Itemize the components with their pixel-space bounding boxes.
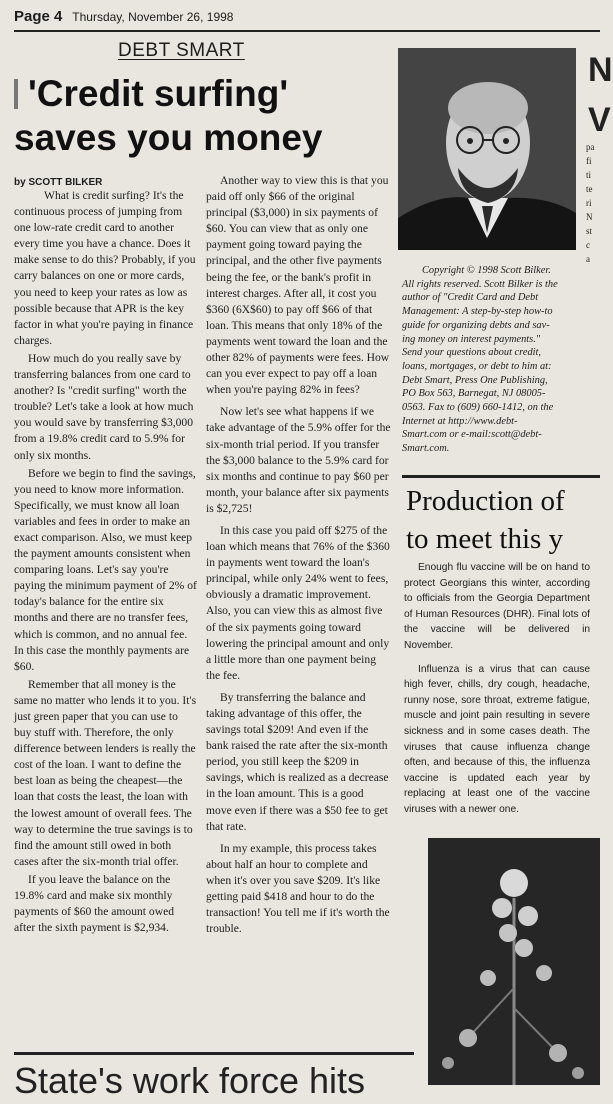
page-header: [14, 8, 594, 30]
caption-line: PO Box 563, Barnegat, NJ 08005-: [402, 388, 546, 400]
caption-line: All rights reserved. Scott Bilker is the: [402, 278, 558, 290]
section-label: DEBT SMART: [118, 40, 245, 61]
fragment-word: N: [586, 212, 593, 222]
paragraph: In my example, this process takes about half an hour to complete and when it's over you save $209. It's like getting paid $418 and hour to do the transaction! You tell me if it's worth the trouble.: [206, 841, 390, 936]
paragraph: Enough flu vaccine will be on hand to protect Georgians this winter, according to officials from the Georgia Department of Human Resources (DHR). Final lots of the vaccine will be delivered in November.: [404, 562, 590, 651]
paragraph: By transferring the balance and taking advantage of this offer, the savings total $209! And even if the bank raised the rate after the six-month period, you still keep the $209 in savings, which is realized as a decrease in the loan amount. This is a good move even if there was a $50 fee to get that rate.: [206, 690, 389, 833]
caption-line: Send your questions about credit,: [402, 347, 542, 359]
fragment-word: st: [586, 226, 593, 236]
spacer: [398, 255, 399, 465]
author-photo: [398, 48, 576, 250]
paragraph: Another way to view this is that you paid off only $66 of the original principal ($3,000) in six payments of $60. You can view that as only one payment going toward paying the principal, and the other five payments being the fee, or the bank's profit in interest charges. After all, it cost you $360 (6X$60) to pay off $66 of that loan. This means that only 18% of the payments went toward the loan and the other 82% of payments were fees. How can you ever expect to pay off a loan when you're paying 82% in fees?: [206, 174, 390, 397]
caption-line: Internet at http://www.debt-: [402, 415, 518, 427]
paragraph: Influenza is a virus that can cause high fever, chills, dry cough, headache, runny nose, sore throat, extreme fatigue, muscle and joint pain resulting in severe sickness and in some cases death. The viruses that cause influenza change often, and because of this, the influenza vaccine is updated each year by replacing at least one of the vaccine viruses with a newer one.: [404, 663, 590, 815]
paragraph: In this case you paid off $275 of the loan which means that 76% of the $360 in payments went toward the loan's principal, while only 24% went to fees, obviously a dramatic improvement. Also, you can view this as almost five of the six payments going toward lowering the principal amount and only a little more than one payment being the fee.: [206, 523, 390, 682]
article-column-1: [14, 188, 198, 938]
caption-line: Smart.com.: [402, 443, 450, 455]
paragraph: What is credit surfing? It's the continuous process of jumping from one low-rate credit card to another every time you have a chance. Does it make sense to do this? Probably, if you carry balances on one or more cards, you need to keep your rates as low as possible because that APR is the key factor in what you're paying in finance charges.: [14, 189, 196, 347]
fragment-word: fi: [586, 156, 592, 166]
section-rule: [402, 475, 600, 478]
fragment-word: c: [586, 240, 590, 250]
paragraph: Remember that all money is the same no matter who lends it to you. It's just green paper that you can use to buy stuff with. Therefore, the only difference between lenders is really the cost of the loan. I want to define the best loan as being the cheapest—the loan that costs the least, the loan with the lowest amount of overall fees. The way to determine the true savings is to find the amount still owed in both cases after the six-month trial offer.: [14, 677, 197, 868]
fragment-word: a: [586, 254, 590, 264]
photo-caption: [402, 264, 582, 456]
article-headline: [14, 72, 392, 160]
article-column-2: [206, 173, 392, 943]
caption-line: guide for organizing debts and sav-: [402, 319, 550, 331]
paragraph: How much do you really save by transferring balances from one card to another? Is "credit surfing" worth the trouble? Let's take a look at how much you would save by transferring $3,000 from a 19.8% credit card to 5.9% for only six months.: [14, 351, 194, 462]
side-headline-line-1: Production of: [406, 485, 565, 517]
side-headline-line-2: to meet this y: [406, 523, 564, 555]
bottom-rule: [14, 1052, 414, 1055]
flower-image-icon: [428, 838, 600, 1085]
masthead-letter: N: [588, 51, 613, 89]
caption-line: Copyright © 1998 Scott Bilker.: [422, 265, 551, 276]
caption-line: loans, mortgages, or debt to him at:: [402, 360, 552, 372]
paragraph: Now let's see what happens if we take advantage of the 5.9% offer for the six-month trial period. If you transfer the $3,000 balance to the 5.9% card for six months and continue to pay $60 per month, your balance after six payments is $2,725!: [206, 405, 391, 515]
next-story-headline: State's work force hits: [14, 1060, 365, 1101]
headline-line-2: saves you money: [14, 117, 323, 158]
issue-date: Thursday, November 26, 1998: [72, 10, 234, 24]
adjacent-column-fragment: [586, 140, 600, 266]
caption-line: Smart.com or e-mail:scott@debt-: [402, 429, 542, 441]
header-rule: [14, 30, 600, 32]
fragment-word: pa: [586, 142, 595, 152]
side-story-body: [404, 560, 590, 826]
paragraph: Before we begin to find the savings, you need to know more information. Specifically, we must know all loan variables and fees in order to make an exact comparison. Also, we must keep the payment amounts consistent when comparing loans. Let's say you're paying the minimum payment of 2% of today's balance for the entire six months and there are no transfer fees, which is common, and no annual fee. In this case the monthly payments are $60.: [14, 466, 197, 673]
caption-line: ing money on interest payments.": [402, 333, 541, 345]
flower-photo: [428, 838, 600, 1085]
fragment-word: ri: [586, 198, 592, 208]
masthead-letter: V: [588, 101, 611, 139]
headline-line-1: 'Credit surfing': [28, 73, 289, 114]
fragment-word: ti: [586, 170, 592, 180]
headline-bar: [14, 79, 18, 109]
page-number: Page 4: [14, 8, 63, 25]
caption-line: 0563. Fax to (609) 660-1412, on the: [402, 402, 554, 414]
byline: by SCOTT BILKER: [14, 177, 103, 188]
caption-line: Debt Smart, Press One Publishing,: [402, 374, 548, 386]
fragment-word: te: [586, 184, 593, 194]
author-portrait-icon: [398, 48, 576, 250]
side-story-headline: [406, 482, 600, 558]
caption-line: author of "Credit Card and Debt: [402, 292, 539, 304]
masthead-fragment: [588, 45, 613, 145]
paragraph: If you leave the balance on the 19.8% card and make six monthly payments of $60 the amount owed after the sixth payment is $2,934.: [14, 872, 175, 935]
caption-line: Management: A step-by-step how-to: [402, 306, 553, 318]
